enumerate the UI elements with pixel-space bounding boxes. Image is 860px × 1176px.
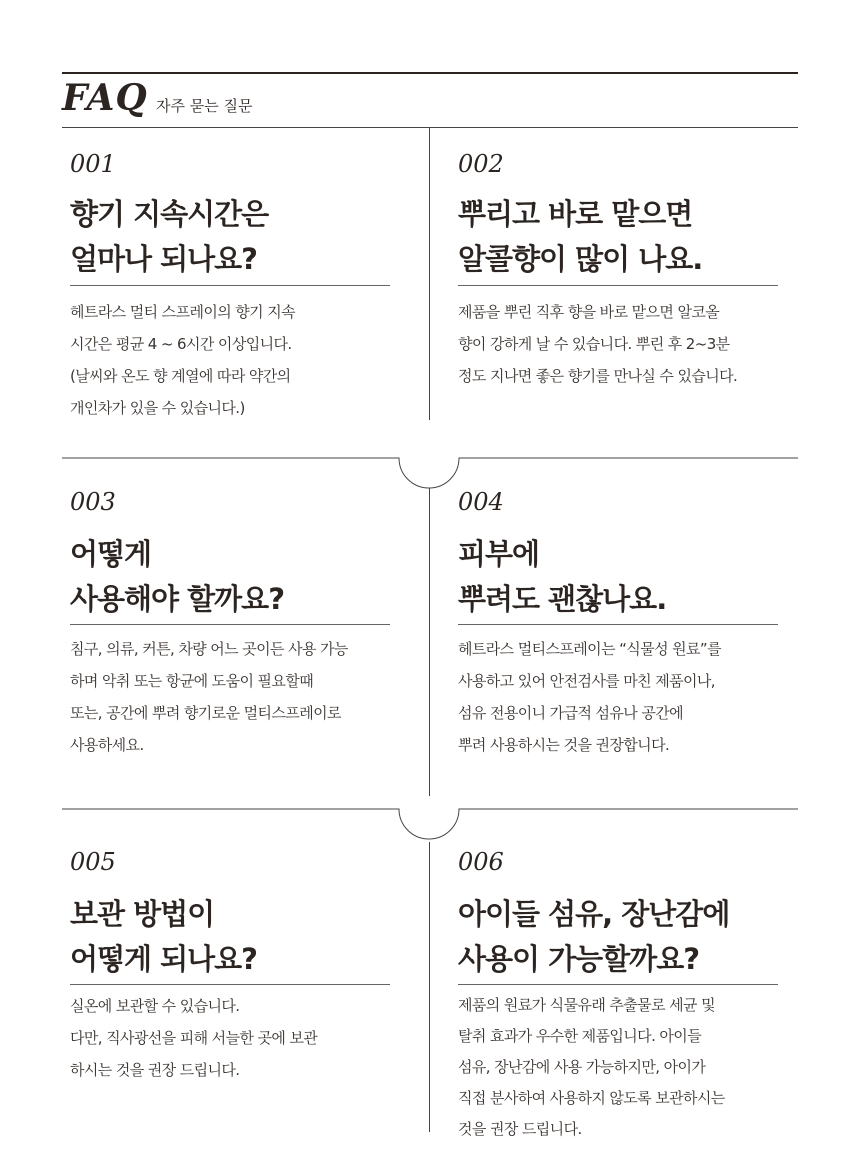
answer-line: 정도 지나면 좋은 향기를 만나실 수 있습니다. — [458, 367, 738, 385]
faq-answer — [458, 296, 737, 392]
top-rule — [62, 72, 798, 74]
faq-question — [458, 192, 702, 282]
question-line: 향기 지속시간은 — [70, 197, 269, 231]
question-underline — [70, 624, 390, 625]
row-separator-2 — [0, 791, 860, 831]
answer-line: 시간은 평균 4 ~ 6시간 이상입니다. — [70, 335, 292, 353]
faq-answer — [458, 990, 725, 1145]
faq-question — [70, 192, 268, 282]
faq-question — [458, 892, 729, 982]
column-divider-row1 — [429, 128, 430, 420]
faq-subtitle: 자주 묻는 질문 — [156, 97, 253, 115]
column-divider-row2 — [429, 488, 430, 796]
column-divider-row3 — [429, 842, 430, 1132]
answer-line: 제품을 뿌린 직후 향을 바로 맡으면 알코올 — [458, 303, 720, 321]
row-separator-1 — [0, 440, 860, 480]
faq-answer — [458, 633, 721, 761]
answer-line: 하며 악취 또는 항균에 도움이 필요할때 — [70, 672, 314, 690]
question-line: 어떻게 — [70, 537, 152, 571]
question-line: 어떻게 되나요? — [70, 942, 258, 976]
faq-question — [70, 532, 284, 622]
question-underline — [458, 624, 778, 625]
answer-line: 뿌려 사용하시는 것을 권장합니다. — [458, 736, 670, 754]
faq-question — [70, 892, 257, 982]
question-underline — [70, 285, 390, 286]
answer-line: 향이 강하게 날 수 있습니다. 뿌린 후 2~3분 — [458, 335, 730, 353]
faq-answer — [70, 990, 317, 1086]
answer-line: 직접 분사하여 사용하지 않도록 보관하시는 — [458, 1089, 725, 1107]
answer-line: 섬유 전용이니 가급적 섬유나 공간에 — [458, 704, 684, 722]
question-line: 얼마나 되나요? — [70, 242, 258, 276]
faq-number: 006 — [458, 848, 504, 876]
answer-line: 헤트라스 멀티 스프레이의 향기 지속 — [70, 303, 296, 321]
faq-number: 002 — [458, 150, 504, 178]
answer-line: 섬유, 장난감에 사용 가능하지만, 아이가 — [458, 1058, 706, 1076]
faq-title: FAQ — [62, 77, 148, 119]
question-line: 보관 방법이 — [70, 897, 215, 931]
answer-line: 다만, 직사광선을 피해 서늘한 곳에 보관 — [70, 1029, 318, 1047]
question-line: 사용이 가능할까요? — [458, 942, 700, 976]
faq-number: 001 — [70, 150, 116, 178]
question-line: 알콜향이 많이 나요. — [458, 242, 703, 276]
answer-line: 제품의 원료가 식물유래 추출물로 세균 및 — [458, 996, 715, 1014]
answer-line: 침구, 의류, 커튼, 차량 어느 곳이든 사용 가능 — [70, 640, 348, 658]
question-line: 아이들 섬유, 장난감에 — [458, 897, 730, 931]
question-underline — [458, 285, 778, 286]
answer-line: 사용하고 있어 안전검사를 마친 제품이나, — [458, 672, 715, 690]
header-bottom-rule — [62, 127, 798, 128]
faq-answer — [70, 296, 295, 424]
question-underline — [70, 984, 390, 985]
question-line: 뿌리고 바로 맡으면 — [458, 197, 693, 231]
answer-line: 실온에 보관할 수 있습니다. — [70, 997, 240, 1015]
answer-line: 헤트라스 멀티스프레이는 “식물성 원료”를 — [458, 640, 721, 658]
answer-line: 탈취 효과가 우수한 제품입니다. 아이들 — [458, 1027, 702, 1045]
answer-line: 또는, 공간에 뿌려 향기로운 멀티스프레이로 — [70, 704, 341, 722]
faq-number: 005 — [70, 848, 116, 876]
answer-line: 하시는 것을 권장 드립니다. — [70, 1061, 240, 1079]
question-line: 뿌려도 괜찮나요. — [458, 582, 667, 616]
answer-line: 개인차가 있을 수 있습니다.) — [70, 399, 245, 417]
faq-number: 003 — [70, 488, 116, 516]
faq-answer — [70, 633, 348, 761]
faq-question — [458, 532, 666, 622]
question-line: 사용해야 할까요? — [70, 582, 285, 616]
answer-line: 사용하세요. — [70, 736, 144, 754]
question-line: 피부에 — [458, 537, 540, 571]
question-underline — [458, 984, 778, 985]
answer-line: 것을 권장 드립니다. — [458, 1120, 582, 1138]
answer-line: (날씨와 온도 향 계열에 따라 약간의 — [70, 367, 291, 385]
faq-number: 004 — [458, 488, 504, 516]
